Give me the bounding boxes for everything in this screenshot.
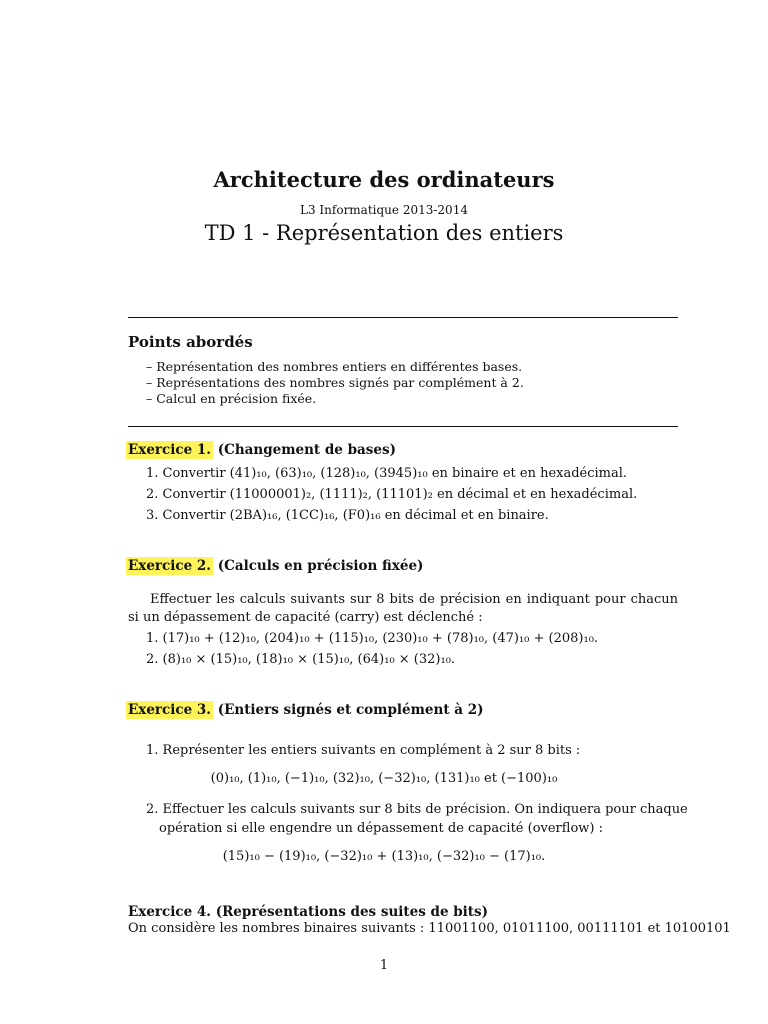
exercise-1-title: (Changement de bases): [217, 442, 396, 458]
points-item: – Représentation des nombres entiers en différentes bases.: [146, 359, 523, 374]
points-list: [146, 359, 524, 407]
list-item: 2. Convertir (11000001)₂, (1111)₂, (11101)₂ en décimal et en hexadécimal.: [146, 487, 638, 502]
document-title: Architecture des ordinateurs: [213, 167, 555, 192]
exercise-3-heading: [128, 702, 483, 718]
exercise-1-heading: [128, 442, 396, 458]
exercise-3-formula-2: (15)₁₀ − (19)₁₀, (−32)₁₀ + (13)₁₀, (−32)₁₀ − (17)₁₀.: [222, 849, 546, 864]
page-number: 1: [379, 958, 389, 973]
points-item: – Calcul en précision fixée.: [146, 391, 317, 406]
exercise-4-text: On considère les nombres binaires suivants : 11001100, 01011100, 00111101 et 10100101: [128, 921, 731, 936]
list-item: 3. Convertir (2BA)₁₆, (1CC)₁₆, (F0)₁₆ en décimal et en binaire.: [146, 508, 549, 523]
top-divider: [128, 317, 678, 318]
exercise-4-title: (Représentations des suites de bits): [215, 904, 489, 920]
exercise-1-label: Exercice 1.: [128, 442, 211, 458]
exercise-3-formula-1: (0)₁₀, (1)₁₀, (−1)₁₀, (32)₁₀, (−32)₁₀, (131)₁₀ et (−100)₁₀: [210, 771, 558, 786]
course-subtitle: L3 Informatique 2013-2014: [300, 203, 468, 217]
list-item: 2. (8)₁₀ × (15)₁₀, (18)₁₀ × (15)₁₀, (64)₁₀ × (32)₁₀.: [146, 652, 456, 667]
exercise-2-title: (Calculs en précision fixée): [217, 558, 424, 574]
exercise-3-item-1: [146, 740, 580, 761]
exercise-2-intro: Effectuer les calculs suivants sur 8 bits de précision en indiquant pour chacun si un dépassement de capacité (carry) est déclenché :: [128, 592, 678, 625]
list-item-line: 2. Effectuer les calculs suivants sur 8 bits de précision. On indiquera pour chaque: [146, 802, 688, 817]
exercise-3-title: (Entiers signés et complément à 2): [217, 702, 484, 718]
exercise-3-item-2: [146, 800, 688, 838]
exercise-2-label: Exercice 2.: [128, 558, 211, 574]
exercise-3-label: Exercice 3.: [128, 702, 211, 718]
list-item: 1. (17)₁₀ + (12)₁₀, (204)₁₀ + (115)₁₀, (230)₁₀ + (78)₁₀, (47)₁₀ + (208)₁₀.: [146, 631, 599, 646]
exercise-4-heading: [128, 904, 488, 920]
bottom-divider: [128, 426, 678, 427]
list-item: 1. Représenter les entiers suivants en complément à 2 sur 8 bits :: [146, 743, 581, 758]
points-item: – Représentations des nombres signés par complément à 2.: [146, 375, 524, 390]
list-item-line: opération si elle engendre un dépassement de capacité (overflow) :: [159, 821, 603, 836]
list-item: 1. Convertir (41)₁₀, (63)₁₀, (128)₁₀, (3945)₁₀ en binaire et en hexadécimal.: [146, 466, 628, 481]
exercise-2-heading: [128, 558, 423, 574]
td-title: TD 1 - Représentation des entiers: [204, 221, 564, 245]
exercise-2-list: [146, 628, 598, 670]
exercise-1-list: [146, 463, 637, 526]
points-heading: Points abordés: [128, 333, 253, 351]
exercise-4-label: Exercice 4.: [128, 904, 211, 920]
